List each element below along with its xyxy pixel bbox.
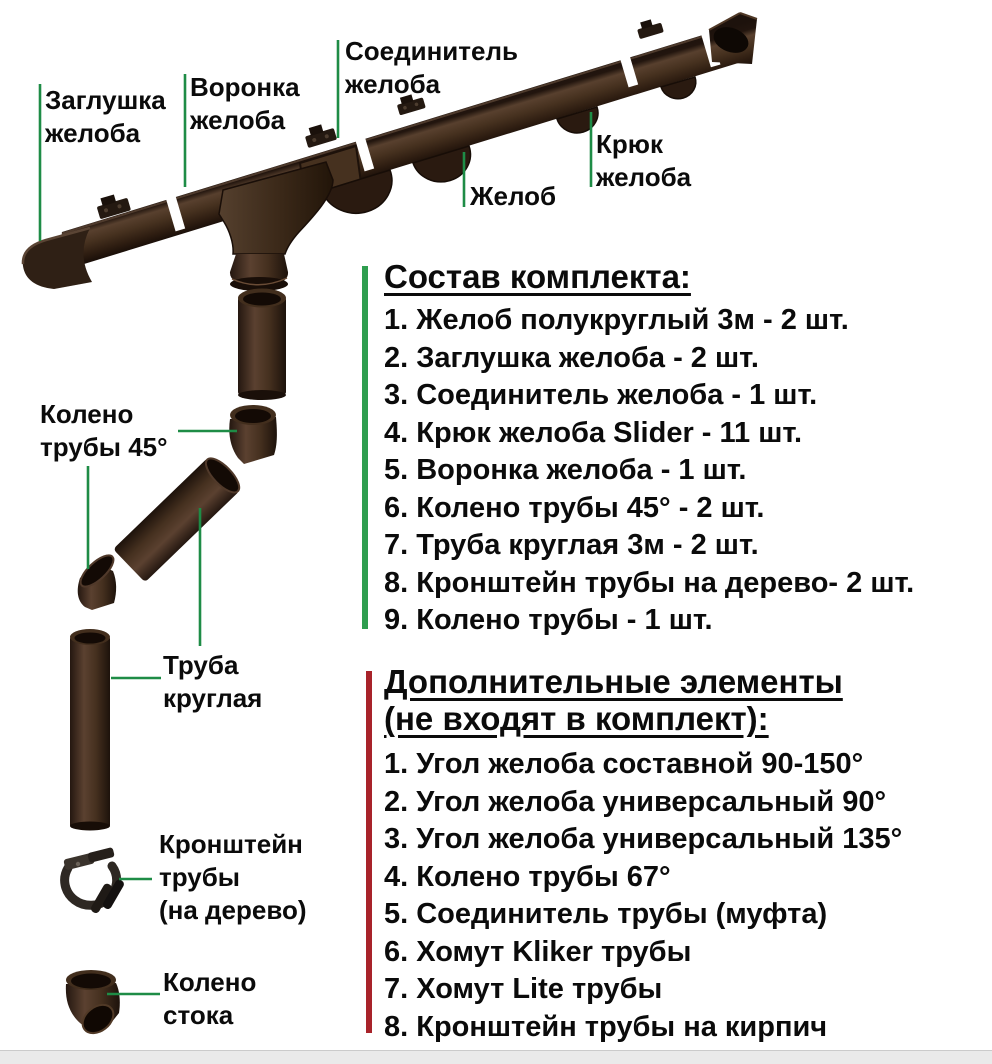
kit-list-item: 5. Воронка желоба - 1 шт.	[384, 454, 747, 486]
extra-list-item: 7. Хомут Lite трубы	[384, 973, 663, 1005]
extra-list-title-line2: (не входят в комплект):	[384, 700, 769, 737]
kit-list	[384, 258, 914, 640]
label-gutter-funnel: Воронка желоба	[190, 72, 300, 135]
pipe-elbow-45-upper	[229, 405, 277, 464]
kit-list-item: 3. Соединитель желоба - 1 шт.	[384, 379, 818, 411]
label-gutter-end-cap: Заглушка желоба	[45, 85, 166, 148]
kit-list-accent-bar	[362, 266, 368, 629]
extra-list-item: 5. Соединитель трубы (муфта)	[384, 898, 828, 930]
label-gutter: Желоб	[470, 181, 557, 211]
pipe-elbow-45-lower	[76, 550, 118, 610]
round-pipe-part	[70, 629, 110, 831]
gutter-right-end	[709, 13, 757, 64]
extra-list-item: 2. Угол желоба универсальный 90°	[384, 785, 887, 818]
label-drain-elbow: Колено стока	[163, 967, 257, 1030]
bottom-edge-strip	[0, 1050, 992, 1064]
label-gutter-hook: Крюк желоба	[596, 129, 692, 192]
extra-list-accent-bar	[366, 671, 372, 1033]
kit-list-item: 4. Крюк желоба Slider - 11 шт.	[384, 416, 803, 449]
kit-list-item: 9. Колено трубы - 1 шт.	[384, 604, 713, 636]
downpipe-stub	[238, 289, 286, 401]
drain-elbow-part	[66, 970, 120, 1039]
extra-list-items	[384, 746, 902, 1046]
label-tree-bracket: Кронштейн трубы (на дерево)	[159, 829, 307, 925]
tree-bracket-part	[63, 847, 125, 914]
kit-list-item: 8. Кронштейн трубы на дерево- 2 шт.	[384, 566, 915, 599]
label-round-pipe: Труба круглая	[163, 650, 263, 713]
kit-list-item: 6. Колено трубы 45° - 2 шт.	[384, 491, 765, 524]
extra-list	[384, 663, 902, 1046]
kit-list-item: 1. Желоб полукруглый 3м - 2 шт.	[384, 304, 849, 336]
extra-list-item: 4. Колено трубы 67°	[384, 860, 671, 893]
extra-list-item: 8. Кронштейн трубы на кирпич	[384, 1010, 828, 1043]
kit-list-item: 2. Заглушка желоба - 2 шт.	[384, 341, 759, 374]
extra-list-title-line1: Дополнительные элементы	[384, 663, 843, 700]
kit-list-item: 7. Труба круглая 3м - 2 шт.	[384, 529, 759, 561]
extra-list-item: 3. Угол желоба универсальный 135°	[384, 823, 903, 855]
extra-list-item: 6. Хомут Kliker трубы	[384, 935, 692, 968]
label-gutter-connector: Соединитель желоба	[345, 36, 518, 99]
kit-list-items	[384, 302, 914, 640]
label-pipe-elbow-45: Колено трубы 45°	[40, 399, 168, 462]
extra-list-item: 1. Угол желоба составной 90-150°	[384, 748, 864, 780]
kit-list-title: Состав комплекта:	[384, 258, 691, 295]
pipe-diagonal	[113, 453, 245, 583]
